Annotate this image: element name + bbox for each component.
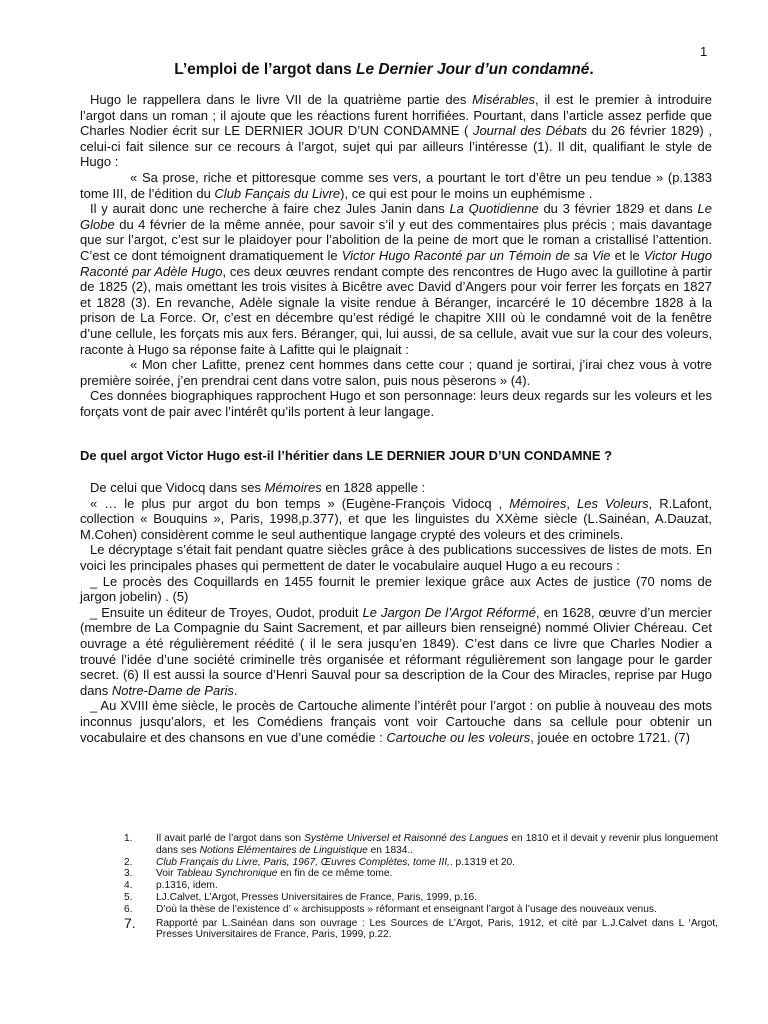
footnote-4: 4. p.1316, idem. [124,880,218,892]
page-number: 1 [700,44,708,59]
footnotes [124,833,718,941]
paragraph-intro: Hugo le rappellera dans le livre VII de la quatrième partie des Misérables, il est le premier à introduire l’argot dans un roman ; il ajoute que les réactions furent horrifiées. Pourtant, dans l’article assez perfide que Charles Nodier écrit sur LE DERNIER JOUR D’UN CONDAMNE ( Journal des Débats du 26 février 1829) , celui-ci fait silence sur ce recours à l’argot, sujet qui par ailleurs l’intéresse (1). Il dit, qualifiant le style de Hugo : [80,92,712,170]
footnote-1: 1. Il avait parlé de l’argot dans son Système Universel et Raisonné des Langues en 1810 et il devait y revenir plus longuement dans ses Notions Elémentaires de Linguistique en 1834.. [124,833,718,856]
quote-nodier: « Sa prose, riche et pittoresque comme ses vers, a pourtant le tort d’être un peu tendue » (p.1383 tome III, de l’édition du Club Fançais du Livre), ce qui est pour le moins un euphémisme . [80,169,712,201]
body-text [80,92,712,745]
footnote-7: 7. Rapporté par L.Sainéan dans son ouvrage : Les Sources de L’Argot, Paris, 1912, et cité par L.J.Calvet dans L ‘Argot, Presses Universitaires de France, Paris, 1999, p.22. [124,914,718,941]
footnote-5: 5. LJ.Calvet, L’Argot, Presses Universitaires de France, Paris, 1999, p.16. [124,891,478,903]
paragraph-coquillards: _ Le procès des Coquillards en 1455 fournit le premier lexique grâce aux Actes de justice (70 noms de jargon jobelin) . (5) [80,573,712,605]
paragraph-vidocq-quote: « … le plus pur argot du bon temps » (Eugène-François Vidocq , Mémoires, Les Voleurs, R.Lafont, collection « Bouquins », Paris, 1998,p.377), et que les linguistes du XXème siècle (L.Sainéan, A.Dauzat, M.Cohen) considèrent comme le seul authentique langage crypté des voleurs et des criminels. [80,495,712,542]
document-title: L’emploi de l’argot dans Le Dernier Jour d’un condamné. [174,61,594,78]
section-heading: De quel argot Victor Hugo est-il l’héritier dans LE DERNIER JOUR D’UN CONDAMNE ? [80,448,613,464]
footnote-3: 3. Voir Tableau Synchronique en fin de ce même tome. [124,868,393,880]
paragraph-vidocq: De celui que Vidocq dans ses Mémoires en 1828 appelle : [90,480,426,496]
paragraph-conclusion: Ces données biographiques rapprochent Hugo et son personnage: leurs deux regards sur les voleurs et les forçats vont de pair avec l’intérêt qu’ils portent à leur langage. [80,388,712,419]
paragraph-oudot: _ Ensuite un éditeur de Troyes, Oudot, produit Le Jargon De l’Argot Réformé, en 1628, œuvre d’un mercier (membre de La Compagnie du Saint Sacrement, et par ailleurs bien renseigné) nommé Olivier Chéreau. Cet ouvrage a été régulièrement réédité ( il le sera jusqu’en 1849). C’est dans ce livre que Charles Nodier a trouvé l’idée d’une société criminelle très organisée et réformant régulièrement son langage pour le garder secret. (6) Il est aussi la source d’Henri Sauval pour sa description de la Cour des Miracles, reprise par Hugo dans Notre-Dame de Paris. [80,604,712,698]
footnote-2: 2. Club Français du Livre, Paris, 1967, Œuvres Complètes, tome III,. p.1319 et 20. [124,856,516,868]
paragraph-research: Il y aurait donc une recherche à faire chez Jules Janin dans La Quotidienne du 3 février 1829 et dans Le Globe du 4 février de la même année, pour savoir s’il y eut des commentaires plus précis ; mais davantage que sur l’argot, c’est sur le plaidoyer pour l’abolition de la peine de mort que le roman a cristallisé l’attention. C’est ce dont témoignent dramatiquement le Victor Hugo Raconté par un Témoin de sa Vie et le Victor Hugo Raconté par Adèle Hugo, ces deux œuvres rendant compte des rencontres de Hugo avec la guillotine à partir de 1825 (2), mais omettant les trois visites à Bicêtre avec David d’Angers pour voir ferrer les forçats en 1827 et 1828 (3). En revanche, Adèle signale la visite rendue à Béranger, incarcéré le 10 décembre 1828 à la prison de La Force. Or, c’est en décembre qu’est rédigé le chapitre XIII où le condamné voit de la fenêtre d’une cellule, les forçats mis aux fers. Béranger, qui, lui aussi, de sa cellule, avait vue sur la cour des voleurs, raconte à Hugo sa réponse faite à Lafitte qui le plaignait : [80,201,713,357]
footnote-6: 6. D’où la thèse de l’existence d’ « archisupposts » réformant et enseignant l’argot à l’usage des nouveaux venus. [124,903,657,915]
paragraph-decryptage: Le décryptage s’était fait pendant quatre siècles grâce à des publications successives de listes de mots. En voici les principales phases qui permettent de dater le vocabulaire auquel Hugo a eu recours : [80,542,712,574]
paragraph-cartouche: _ Au XVIII ème siècle, le procès de Cartouche alimente l’intérêt pour l’argot : on publie à nouveau des mots inconnus jusqu’alors, et les Comédiens français vont voir Cartouche dans sa cellule pour obtenir un vocabulaire et des chansons en vue d’une comédie : Cartouche ou les voleurs, jouée en octobre 1721. (7) [80,698,712,745]
quote-beranger: « Mon cher Lafitte, prenez cent hommes dans cette cour ; quand je sortirai, j’irai chez vous à votre première soirée, j’en prendrai cent dans votre salon, puis nous pèserons » (4). [80,357,712,388]
